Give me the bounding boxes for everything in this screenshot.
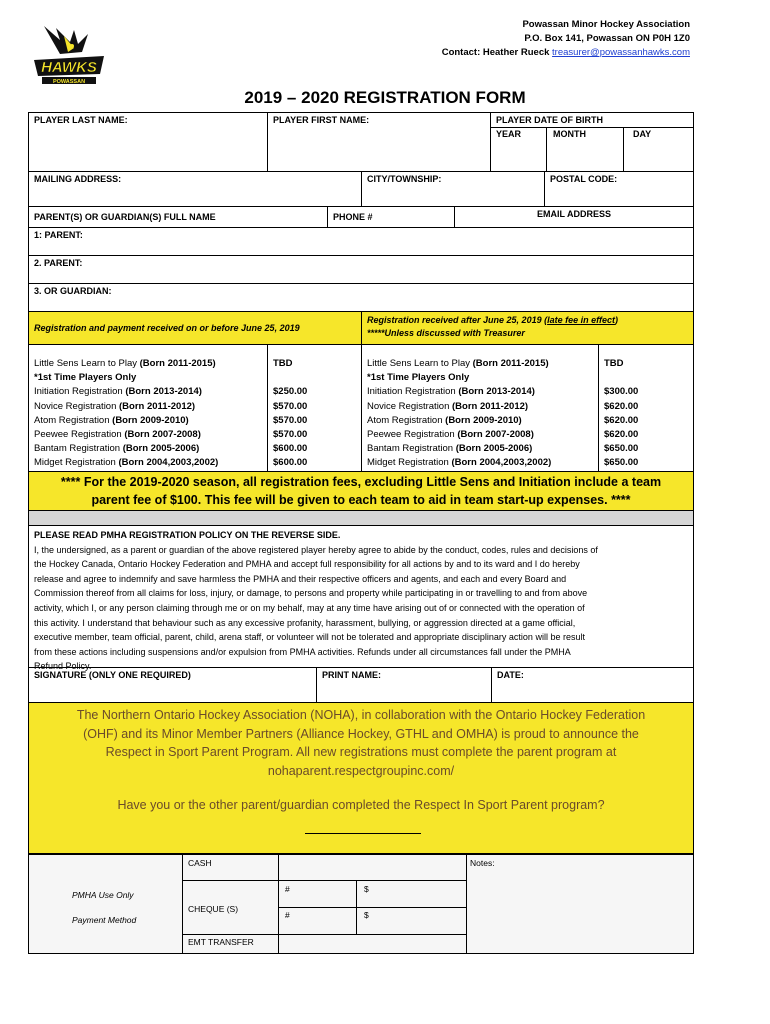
fee-division: Peewee Registration <box>367 429 458 441</box>
late-fee-row <box>367 357 593 371</box>
late-fee-price <box>604 371 688 385</box>
hawks-logo <box>30 22 108 88</box>
org-header <box>442 18 690 60</box>
policy-line: Commission thereof from all claims for loss, injury, or damage, to persons and property while participating in or travelling to and from above <box>34 588 588 599</box>
city-label: CITY/TOWNSHIP: <box>367 174 442 184</box>
fee-birth-years: (Born 2009-2010) <box>445 414 522 426</box>
fee-birth-years: (Born 2005-2006) <box>122 443 200 455</box>
noha-line: The Northern Ontario Hockey Association (NOHA), in collaboration with the Ontario Hockey Federation <box>76 708 646 722</box>
fee-division: Peewee Registration <box>34 429 125 441</box>
fee-division: Midget Registration <box>367 457 452 469</box>
late-fee-price: TBD <box>604 358 624 369</box>
late-fee-prices <box>598 344 694 472</box>
fee-division: Initiation Registration <box>367 386 459 398</box>
early-fee-price: $600.00 <box>273 443 308 455</box>
late-fee-price: $620.00 <box>604 400 639 412</box>
early-fee-price: TBD <box>273 358 293 369</box>
late-fee-price: $620.00 <box>604 429 639 441</box>
late-fee-price: $650.00 <box>604 443 639 455</box>
noha-line: Respect in Sport Parent Program. All new registrations must complete the parent program at <box>105 745 617 759</box>
print-name-label: PRINT NAME: <box>322 670 381 680</box>
early-fee-row <box>34 414 262 428</box>
noha-question: Have you or the other parent/guardian completed the Respect In Sport Parent program? <box>117 798 605 812</box>
player-first-name-field[interactable] <box>267 112 491 172</box>
parent1-field[interactable] <box>28 227 694 256</box>
fee-division: Novice Registration <box>34 400 120 412</box>
fee-birth-years: (Born 2011-2012) <box>452 400 529 412</box>
team-fee-line2: parent fee of $100. This fee will be given to each team to aid in team start-up expenses. **** <box>91 493 631 507</box>
late-heading-text: Registration received after June 25, 2019 ( <box>367 315 548 325</box>
signature-label: SIGNATURE (ONLY ONE REQUIRED) <box>34 670 191 680</box>
early-fee-names <box>28 344 268 472</box>
fee-division: Bantam Registration <box>34 443 123 455</box>
late-fee-row <box>367 428 593 442</box>
parent1-label: 1: PARENT: <box>34 230 83 240</box>
late-heading-close: ) <box>614 315 618 325</box>
phone-label: PHONE # <box>333 212 373 222</box>
date-field[interactable] <box>491 667 694 703</box>
policy-line: executive member, team official, parent, child, arena staff, or volunteer will not be tolerated and appropriate disciplinary action will be result <box>34 632 585 643</box>
noha-box <box>28 702 694 854</box>
noha-line: (OHF) and its Minor Member Partners (Alliance Hockey, GTHL and OMHA) is proud to announce the <box>83 726 639 741</box>
early-fee-price: $600.00 <box>273 457 308 469</box>
noha-answer-line[interactable] <box>305 833 421 834</box>
late-fee-heading <box>361 311 694 345</box>
policy-line: this activity. I understand that behaviour such as any excessive profanity, harassment, bullying, or aggression directed at a game official, <box>34 617 576 628</box>
fee-birth-years: (Born 2011-2015) <box>472 358 549 369</box>
fee-birth-years: (Born 2013-2014) <box>458 386 535 398</box>
cheque-label: CHEQUE (S) <box>188 904 239 914</box>
pmha-use-only: PMHA Use Only <box>72 890 134 900</box>
fee-birth-years: (Born 2005-2006) <box>455 443 533 455</box>
fee-division: Little Sens Learn to Play <box>367 358 473 369</box>
dob-day-label: DAY <box>633 129 652 139</box>
cheque2-amount: $ <box>364 910 369 920</box>
early-fee-row <box>34 400 262 414</box>
early-fee-prices <box>267 344 362 472</box>
payment-method-label: Payment Method <box>72 915 137 925</box>
postal-code-label: POSTAL CODE: <box>550 174 618 184</box>
fee-birth-years: (Born 2007-2008) <box>124 429 201 441</box>
late-fee-price: $620.00 <box>604 414 639 426</box>
policy-line: from these actions including suspensions and/or expulsion from PMHA activities. Refunds under all circumstances fall under the PMHA <box>34 646 571 657</box>
fee-division: *1st Time Players Only <box>34 372 137 384</box>
early-fee-price: $250.00 <box>273 386 308 398</box>
early-fee-row <box>34 357 262 371</box>
policy-text <box>34 543 688 674</box>
fee-division: Atom Registration <box>367 414 446 426</box>
dob-month-label: MONTH <box>553 129 586 139</box>
fee-birth-years: (Born 2004,2003,2002) <box>451 457 552 469</box>
parent2-field[interactable] <box>28 255 694 284</box>
fee-birth-years: (Born 2011-2012) <box>119 400 196 412</box>
late-fee-row <box>367 371 593 385</box>
policy-line: activity, which I, or any person claiming through me or on my behalf, may at any time have arising out of or connected with the operation of <box>34 602 585 613</box>
late-fee-link: late fee in effect <box>547 315 615 325</box>
noha-text <box>34 706 688 780</box>
emt-label: EMT TRANSFER <box>188 937 254 947</box>
late-fee-price: $300.00 <box>604 386 639 398</box>
early-fee-row <box>34 456 262 470</box>
fee-division: Midget Registration <box>34 457 119 469</box>
player-first-name-label: PLAYER FIRST NAME: <box>273 115 370 125</box>
policy-line: the Hockey Canada, Ontario Hockey Federation and PMHA and accept full responsibility for all actions by and to its ward and I do hereby <box>34 559 580 570</box>
early-fee-price <box>273 371 356 385</box>
fee-birth-years: (Born 2004,2003,2002) <box>118 457 219 469</box>
fee-division: Atom Registration <box>34 414 113 426</box>
team-fee-banner <box>28 471 694 511</box>
late-fee-price: $650.00 <box>604 457 639 469</box>
guardian-field[interactable] <box>28 283 694 312</box>
logo-text: HAWKS <box>41 59 97 76</box>
date-label: DATE: <box>497 670 524 680</box>
late-fee-row <box>367 414 593 428</box>
policy-line: I, the undersigned, as a parent or guardian of the above registered player hereby agree to abide by the conduct, codes, rules and decisions of <box>34 544 598 555</box>
parent2-label: 2. PARENT: <box>34 258 83 268</box>
email-header <box>454 206 694 228</box>
late-note: *****Unless discussed with Treasurer <box>367 328 525 338</box>
signature-field[interactable] <box>28 667 317 703</box>
phone-header <box>327 206 455 228</box>
office-use-table <box>28 854 694 954</box>
mailing-address-label: MAILING ADDRESS: <box>34 174 122 184</box>
late-fee-row <box>367 400 593 414</box>
cash-label: CASH <box>188 858 212 868</box>
noha-line: nohaparent.respectgroupinc.com/ <box>267 763 455 778</box>
team-fee-line1: **** For the 2019-2020 season, all registration fees, excluding Little Sens and Initiation include a team <box>60 475 662 489</box>
policy-line: release and agree to indemnify and save harmless the PMHA and their respective officers and agents, and each and every Board and <box>34 573 567 584</box>
fee-birth-years: (Born 2009-2010) <box>112 414 189 426</box>
fee-division: Little Sens Learn to Play <box>34 358 140 369</box>
org-address: P.O. Box 141, Powassan ON P0H 1Z0 <box>524 33 690 44</box>
logo-subtext: POWASSAN <box>52 79 86 85</box>
fee-birth-years: (Born 2011-2015) <box>139 358 216 369</box>
policy-box <box>28 525 694 672</box>
fee-division: Bantam Registration <box>367 443 456 455</box>
early-fee-row <box>34 385 262 399</box>
early-fee-heading <box>28 311 362 345</box>
fee-division: Novice Registration <box>367 400 453 412</box>
policy-line: Refund Policy. <box>34 661 92 672</box>
fee-division: *1st Time Players Only <box>367 372 470 384</box>
late-fee-row <box>367 456 593 470</box>
early-fee-price: $570.00 <box>273 400 308 412</box>
dob-year-label: YEAR <box>496 129 522 139</box>
org-contact <box>442 46 690 60</box>
form-title: 2019 – 2020 REGISTRATION FORM <box>244 88 526 107</box>
late-fee-names <box>361 344 599 472</box>
player-last-name-field[interactable] <box>28 112 268 172</box>
fee-birth-years: (Born 2007-2008) <box>457 429 534 441</box>
mailing-address-field[interactable] <box>28 171 362 207</box>
fee-division: Initiation Registration <box>34 386 126 398</box>
early-heading-text: Registration and payment received on or before June 25, 2019 <box>34 323 300 333</box>
early-fee-price: $570.00 <box>273 414 308 426</box>
guardian-label: 3. OR GUARDIAN: <box>34 286 112 296</box>
print-name-field[interactable] <box>316 667 492 703</box>
parents-label: PARENT(S) OR GUARDIAN(S) FULL NAME <box>34 212 216 222</box>
grey-divider <box>28 510 694 526</box>
contact-email-link[interactable]: treasurer@powassanhawks.com <box>552 47 690 58</box>
cheque2-number: # <box>285 910 290 920</box>
contact-name: Contact: Heather Rueck <box>441 47 550 58</box>
late-fee-row <box>367 385 593 399</box>
early-fee-price: $570.00 <box>273 429 308 441</box>
dob-field[interactable] <box>490 112 694 172</box>
player-last-name-label: PLAYER LAST NAME: <box>34 115 128 125</box>
fee-birth-years: (Born 2013-2014) <box>125 386 202 398</box>
policy-heading: PLEASE READ PMHA REGISTRATION POLICY ON THE REVERSE SIDE. <box>34 530 341 540</box>
city-field[interactable] <box>361 171 545 207</box>
email-label: EMAIL ADDRESS <box>536 209 611 219</box>
org-name: Powassan Minor Hockey Association <box>522 19 690 30</box>
early-fee-row <box>34 371 262 385</box>
dob-label: PLAYER DATE OF BIRTH <box>496 115 604 125</box>
postal-code-field[interactable] <box>544 171 694 207</box>
notes-label: Notes: <box>470 858 495 868</box>
parents-header <box>28 206 328 228</box>
late-fee-row <box>367 442 593 456</box>
early-fee-row <box>34 442 262 456</box>
cheque1-number: # <box>285 884 290 894</box>
cheque1-amount: $ <box>364 884 369 894</box>
early-fee-row <box>34 428 262 442</box>
